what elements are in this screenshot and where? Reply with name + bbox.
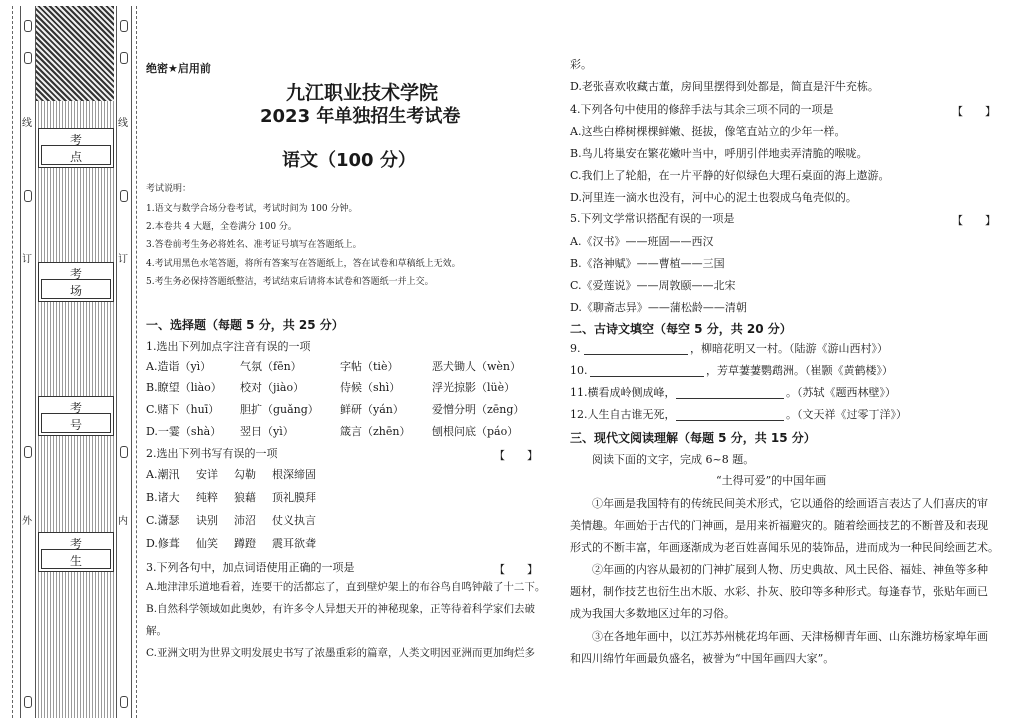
candidate-name-input[interactable]: [41, 549, 111, 569]
q2-option: 沛沼: [234, 514, 256, 527]
seal-char: 线: [22, 118, 32, 129]
q2-option: 勾勒: [234, 468, 256, 481]
punch-hole: [24, 190, 32, 202]
q3-option-a: A.地津津乐道地看着，连要干的活都忘了，直到壁炉架上的布谷鸟自鸣钟敲了十二下。: [146, 581, 546, 593]
fill-q9-suffix: ，柳暗花明又一村。（陆游《游山西村》）: [690, 342, 888, 355]
q2-option: B.诸大: [146, 491, 180, 504]
q3-answer-bracket[interactable]: 【 】: [494, 563, 538, 576]
q2-option: 仗义执言: [272, 514, 316, 527]
fill-q10-prefix: 10.: [570, 364, 588, 377]
exam-room-label: 考场: [69, 267, 100, 298]
q3-option-b-cont: 解。: [146, 625, 167, 637]
q1-option: A.造诣（yì）: [146, 360, 212, 373]
exam-site-label: 考点: [69, 133, 100, 164]
q2-stem: 2.选出下列书写有误的一项: [146, 447, 278, 460]
q3-option-b: B.自然科学领域如此奥妙，有许多令人异想天开的神秘现象，正等待着科学家们去破: [146, 603, 536, 615]
q1-option: C.赌下（huī）: [146, 403, 220, 416]
article-line: ①年画是我国特有的传统民间美术形式，它以通俗的绘画语言表达了人们喜庆的审: [592, 497, 988, 510]
punch-hole: [120, 696, 128, 708]
reading-instruction: 阅读下面的文字，完成 6~8 题。: [592, 453, 755, 466]
punch-hole: [24, 696, 32, 708]
q1-option: 鲜研（yán）: [340, 403, 404, 416]
q2-option: 蹲蹬: [234, 537, 256, 550]
fill-q12-blank[interactable]: [676, 420, 784, 421]
q3-stem: 3.下列各句中，加点词语使用正确的一项是: [146, 561, 355, 574]
fill-q9-blank[interactable]: [584, 354, 688, 355]
fill-q11-prefix: 11.横看成岭侧成峰，: [570, 386, 676, 399]
candidate-name-field[interactable]: [38, 532, 114, 572]
q1-option: 爱憎分明（zēng）: [432, 403, 525, 416]
strip-line-pattern: [36, 6, 114, 718]
q2-option: 安详: [196, 468, 218, 481]
q3-option-d: D.老张喜欢收藏古董，房间里摆得到处都是，简直是汗牛充栋。: [570, 80, 879, 93]
q4-option: B.鸟儿将巢安在繁花嫩叶当中，呼朋引伴地卖弄清脆的喉咙。: [570, 147, 868, 160]
q5-option: B.《洛神赋》——曹植——三国: [570, 257, 725, 270]
school-title: 九江职业技术学院: [286, 82, 439, 104]
strip-bar-left: [20, 6, 36, 718]
exam-title: 2023 年单独招生考试卷: [260, 106, 461, 127]
strip-hatch-pattern: [36, 6, 114, 101]
punch-hole: [120, 446, 128, 458]
q5-option: C.《爱莲说》——周敦颐——北宋: [570, 279, 736, 292]
q2-option: 诀别: [196, 514, 218, 527]
note-item: 4.考试用黑色水笔答题，将所有答案写在答题纸上，答在试卷和草稿纸上无效。: [146, 259, 461, 269]
punch-hole: [24, 446, 32, 458]
seal-char: 订: [22, 254, 32, 265]
q5-answer-bracket[interactable]: 【 】: [952, 214, 996, 227]
article-title: “土得可爱”的中国年画: [716, 474, 827, 487]
exam-number-field[interactable]: [38, 396, 114, 436]
q4-stem: 4.下列各句中使用的修辞手法与其余三项不同的一项是: [570, 103, 834, 116]
note-item: 5.考生务必保持答题纸整洁，考试结束后请将本试卷和答题纸一并上交。: [146, 277, 434, 287]
article-line: 美情趣。年画始于古代的门神画，是用来祈福避灾的。随着绘画技艺的不断普及和表现: [570, 519, 988, 532]
q2-option: 纯粹: [196, 491, 218, 504]
exam-number-label: 考号: [69, 401, 100, 432]
punch-hole: [120, 190, 128, 202]
q4-answer-bracket[interactable]: 【 】: [952, 105, 996, 118]
q1-option: 胆扩（guǎng）: [240, 403, 319, 416]
fill-q11-suffix: 。（苏轼《题西林壁》）: [786, 386, 896, 399]
candidate-name-label: 考生: [69, 537, 100, 568]
notes-title: 考试说明：: [146, 184, 192, 194]
punch-hole: [120, 20, 128, 32]
secret-label: 绝密★启用前: [146, 62, 211, 75]
cut-line-left: [12, 6, 13, 718]
fill-q9-prefix: 9.: [570, 342, 581, 355]
article-line: ③在各地年画中，以江苏苏州桃花坞年画、天津杨柳青年画、山东潍坊杨家埠年画: [592, 630, 988, 643]
punch-hole: [120, 52, 128, 64]
q4-option: C.我们上了轮船，在一片平静的好似绿色大理石桌面的海上遨游。: [570, 169, 890, 182]
seal-char: 线: [118, 118, 128, 129]
q5-option: D.《聊斋志异》——蒲松龄——清朝: [570, 301, 747, 314]
q1-option: 恶犬锄人（wèn）: [432, 360, 522, 373]
q4-option: D.河里连一滴水也没有，河中心的泥土也裂成乌龟壳似的。: [570, 191, 857, 204]
q5-option: A.《汉书》——班固——西汉: [570, 235, 714, 248]
section3-title: 三、现代文阅读理解（每题 5 分，共 15 分）: [570, 431, 816, 445]
q1-option: 翌日（yì）: [240, 425, 294, 438]
q2-option: 狼藉: [234, 491, 256, 504]
fill-q12-prefix: 12.人生自古谁无死，: [570, 408, 676, 421]
q2-option: A.潮汛: [146, 468, 180, 481]
q1-option: 字帖（tiè）: [340, 360, 399, 373]
article-line: 成为我国大多数地区过年的习俗。: [570, 607, 735, 620]
q1-option: 校对（jiào）: [240, 381, 305, 394]
q2-option: C.潇瑟: [146, 514, 180, 527]
q2-option: 顶礼膜拜: [272, 491, 316, 504]
punch-hole: [24, 52, 32, 64]
q2-option: 根深缔固: [272, 468, 316, 481]
article-line: 题材，制作技艺也衍生出木版、水彩、扑灰、胶印等多种形式。每逢春节，张贴年画已: [570, 585, 988, 598]
q1-option: B.瞭望（liào）: [146, 381, 222, 394]
article-line: ②年画的内容从最初的门神扩展到人物、历史典故、风土民俗、福娃、神鱼等多种: [592, 563, 988, 576]
strip-bar-right: [116, 6, 132, 718]
note-item: 3.答卷前考生务必将姓名、准考证号填写在答题纸上。: [146, 240, 362, 250]
note-item: 2.本卷共 4 大题，全卷满分 100 分。: [146, 222, 297, 232]
exam-room-input[interactable]: [41, 279, 111, 299]
punch-hole: [24, 20, 32, 32]
q2-option: 仙笑: [196, 537, 218, 550]
q3-option-c: C.亚洲文明为世界文明发展史书写了浓墨重彩的篇章，人类文明因亚洲而更加绚烂多: [146, 647, 535, 659]
q2-option: D.修葺: [146, 537, 180, 550]
fill-q11-blank[interactable]: [676, 398, 784, 399]
q1-option: 侍候（shì）: [340, 381, 401, 394]
q2-option: 震耳欲聋: [272, 537, 316, 550]
section2-title: 二、古诗文填空（每空 5 分，共 20 分）: [570, 322, 792, 336]
exam-number-input[interactable]: [41, 413, 111, 433]
binding-strip: [8, 6, 133, 718]
q1-option: 刨根问底（páo）: [432, 425, 519, 438]
q2-answer-bracket[interactable]: 【 】: [494, 449, 538, 462]
fill-q12-suffix: 。（文天祥《过零丁洋》）: [786, 408, 907, 421]
q1-stem: 1.选出下列加点字注音有误的一项: [146, 340, 311, 353]
cut-line-right: [136, 6, 137, 718]
q4-option: A.这些白桦树棵棵鲜嫩、挺拔，像笔直站立的少年一样。: [570, 125, 846, 138]
q3-option-c-cont: 彩。: [570, 58, 592, 71]
q1-option: D.一霎（shà）: [146, 425, 222, 438]
seal-char: 订: [118, 254, 128, 265]
section1-title: 一、选择题（每题 5 分，共 25 分）: [146, 318, 344, 332]
q1-option: 箴言（zhēn）: [340, 425, 411, 438]
fill-q10-suffix: ，芳草萋萋鹦鹉洲。（崔颢《黄鹤楼》）: [706, 364, 893, 377]
exam-room-field[interactable]: [38, 262, 114, 302]
q5-stem: 5.下列文学常识搭配有误的一项是: [570, 212, 735, 225]
q1-option: 气氛（fēn）: [240, 360, 302, 373]
seal-char: 内: [118, 516, 128, 527]
exam-site-field[interactable]: [38, 128, 114, 168]
note-item: 1.语文与数学合场分卷考试，考试时间为 100 分钟。: [146, 204, 358, 214]
seal-char: 外: [22, 516, 32, 527]
q1-option: 浮光掠影（lüè）: [432, 381, 516, 394]
article-line: 和四川绵竹年画最负盛名，被誉为“中国年画四大家”。: [570, 652, 835, 665]
exam-site-input[interactable]: [41, 145, 111, 165]
article-line: 形式的不断丰富，年画逐渐成为老百姓喜闻乐见的装饰品，进而成为一种民间绘画艺术。: [570, 541, 999, 554]
fill-q10-blank[interactable]: [590, 376, 704, 377]
subject-title: 语文（100 分）: [282, 150, 416, 171]
